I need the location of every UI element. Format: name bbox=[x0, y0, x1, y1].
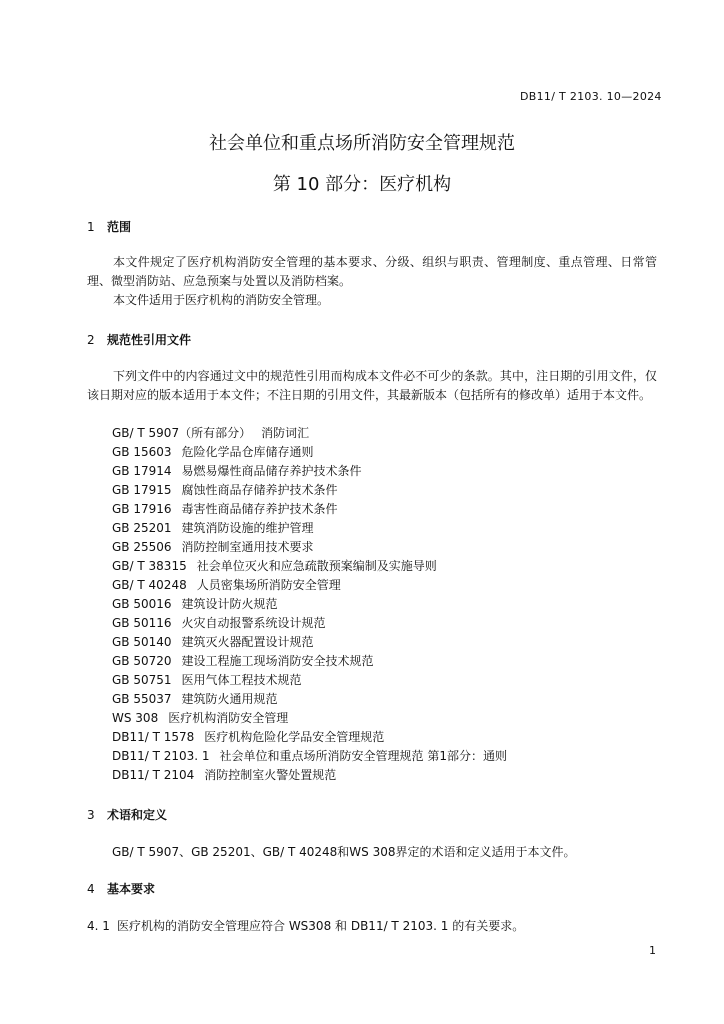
section-title: 规范性引用文件 bbox=[107, 333, 192, 347]
reference-title: 危险化学品仓库储存通则 bbox=[181, 445, 314, 459]
reference-item bbox=[112, 709, 507, 728]
reference-code: GB 50720 bbox=[112, 654, 172, 668]
reference-item bbox=[112, 519, 507, 538]
document-title: 社会单位和重点场所消防安全管理规范 bbox=[209, 133, 515, 154]
section-3-heading bbox=[87, 806, 167, 823]
reference-item bbox=[112, 652, 507, 671]
reference-item bbox=[112, 728, 507, 747]
references-list bbox=[112, 424, 507, 785]
reference-item bbox=[112, 538, 507, 557]
section-4-heading bbox=[87, 880, 155, 897]
reference-code: GB 50751 bbox=[112, 673, 172, 687]
reference-title: 火灾自动报警系统设计规范 bbox=[181, 616, 326, 630]
reference-title: 建筑灭火器配置设计规范 bbox=[181, 635, 314, 649]
page-number: 1 bbox=[649, 944, 656, 957]
reference-item bbox=[112, 500, 507, 519]
reference-title: 消防控制室火警处置规范 bbox=[204, 768, 337, 782]
reference-code: GB/ T 38315 bbox=[112, 559, 187, 573]
reference-code: GB 50116 bbox=[112, 616, 172, 630]
document-subtitle: 第 10 部分：医疗机构 bbox=[272, 174, 452, 195]
reference-title: 消防词汇 bbox=[261, 426, 310, 440]
reference-code: GB 15603 bbox=[112, 445, 172, 459]
section-number: 2 bbox=[87, 333, 95, 347]
reference-title: 人员密集场所消防安全管理 bbox=[196, 578, 341, 592]
reference-title: 易燃易爆性商品储存养护技术条件 bbox=[181, 464, 362, 478]
references-intro: 下列文件中的内容通过文中的规范性引用而构成本文件必不可少的条款。其中，注日期的引用文件，仅该日期对应的版本适用于本文件；不注日期的引用文件，其最新版本（包括所有的修改单）适用于本文件。 bbox=[87, 369, 657, 402]
reference-item bbox=[112, 443, 507, 462]
section-number: 1 bbox=[87, 220, 95, 234]
reference-code: GB 55037 bbox=[112, 692, 172, 706]
reference-item bbox=[112, 671, 507, 690]
scope-applicability: 本文件适用于医疗机构的消防安全管理。 bbox=[113, 293, 330, 307]
reference-title: 医用气体工程技术规范 bbox=[181, 673, 302, 687]
reference-item bbox=[112, 462, 507, 481]
reference-code: DB11/ T 2104 bbox=[112, 768, 195, 782]
reference-item bbox=[112, 766, 507, 785]
terms-paragraph: GB/ T 5907、GB 25201、GB/ T 40248和WS 308界定的术语和定义适用于本文件。 bbox=[112, 845, 576, 859]
reference-title: 建设工程施工现场消防安全技术规范 bbox=[181, 654, 374, 668]
reference-title: 社会单位灭火和应急疏散预案编制及实施导则 bbox=[196, 559, 437, 573]
reference-item bbox=[112, 557, 507, 576]
clause-number: 4. 1 bbox=[87, 919, 110, 933]
reference-code: GB 25201 bbox=[112, 521, 172, 535]
reference-code: GB 50140 bbox=[112, 635, 172, 649]
section-title: 术语和定义 bbox=[107, 808, 168, 822]
reference-title: 建筑设计防火规范 bbox=[181, 597, 278, 611]
reference-title: 医疗机构消防安全管理 bbox=[168, 711, 289, 725]
section-title: 范围 bbox=[107, 220, 132, 234]
scope-paragraph: 本文件规定了医疗机构消防安全管理的基本要求、分级、组织与职责、管理制度、重点管理、日常管理、微型消防站、应急预案与处置以及消防档案。 bbox=[87, 255, 657, 288]
reference-title: 建筑防火通用规范 bbox=[181, 692, 278, 706]
reference-title: 建筑消防设施的维护管理 bbox=[181, 521, 314, 535]
reference-code: GB/ T 5907（所有部分） bbox=[112, 426, 252, 440]
reference-code: DB11/ T 1578 bbox=[112, 730, 195, 744]
document-id: DB11/ T 2103. 10—2024 bbox=[520, 90, 662, 103]
section-number: 4 bbox=[87, 882, 95, 896]
clause-4-1 bbox=[87, 917, 524, 934]
reference-item bbox=[112, 747, 507, 766]
reference-item bbox=[112, 576, 507, 595]
section-number: 3 bbox=[87, 808, 95, 822]
reference-code: GB/ T 40248 bbox=[112, 578, 187, 592]
reference-item bbox=[112, 614, 507, 633]
section-1-heading bbox=[87, 218, 131, 235]
reference-item bbox=[112, 481, 507, 500]
reference-item bbox=[112, 424, 507, 443]
reference-title: 社会单位和重点场所消防安全管理规范 第1部分：通则 bbox=[219, 749, 507, 763]
reference-title: 毒害性商品储存养护技术条件 bbox=[181, 502, 338, 516]
reference-code: WS 308 bbox=[112, 711, 159, 725]
reference-item bbox=[112, 595, 507, 614]
reference-code: GB 17915 bbox=[112, 483, 172, 497]
reference-title: 医疗机构危险化学品安全管理规范 bbox=[204, 730, 385, 744]
reference-code: GB 17914 bbox=[112, 464, 172, 478]
reference-item bbox=[112, 633, 507, 652]
reference-code: GB 50016 bbox=[112, 597, 172, 611]
reference-title: 腐蚀性商品存储养护技术条件 bbox=[181, 483, 338, 497]
clause-text: 医疗机构的消防安全管理应符合 WS308 和 DB11/ T 2103. 1 的有关要求。 bbox=[117, 919, 525, 933]
reference-item bbox=[112, 690, 507, 709]
reference-code: GB 25506 bbox=[112, 540, 172, 554]
reference-title: 消防控制室通用技术要求 bbox=[181, 540, 314, 554]
reference-code: DB11/ T 2103. 1 bbox=[112, 749, 210, 763]
reference-code: GB 17916 bbox=[112, 502, 172, 516]
section-2-heading bbox=[87, 331, 191, 348]
section-title: 基本要求 bbox=[107, 882, 156, 896]
